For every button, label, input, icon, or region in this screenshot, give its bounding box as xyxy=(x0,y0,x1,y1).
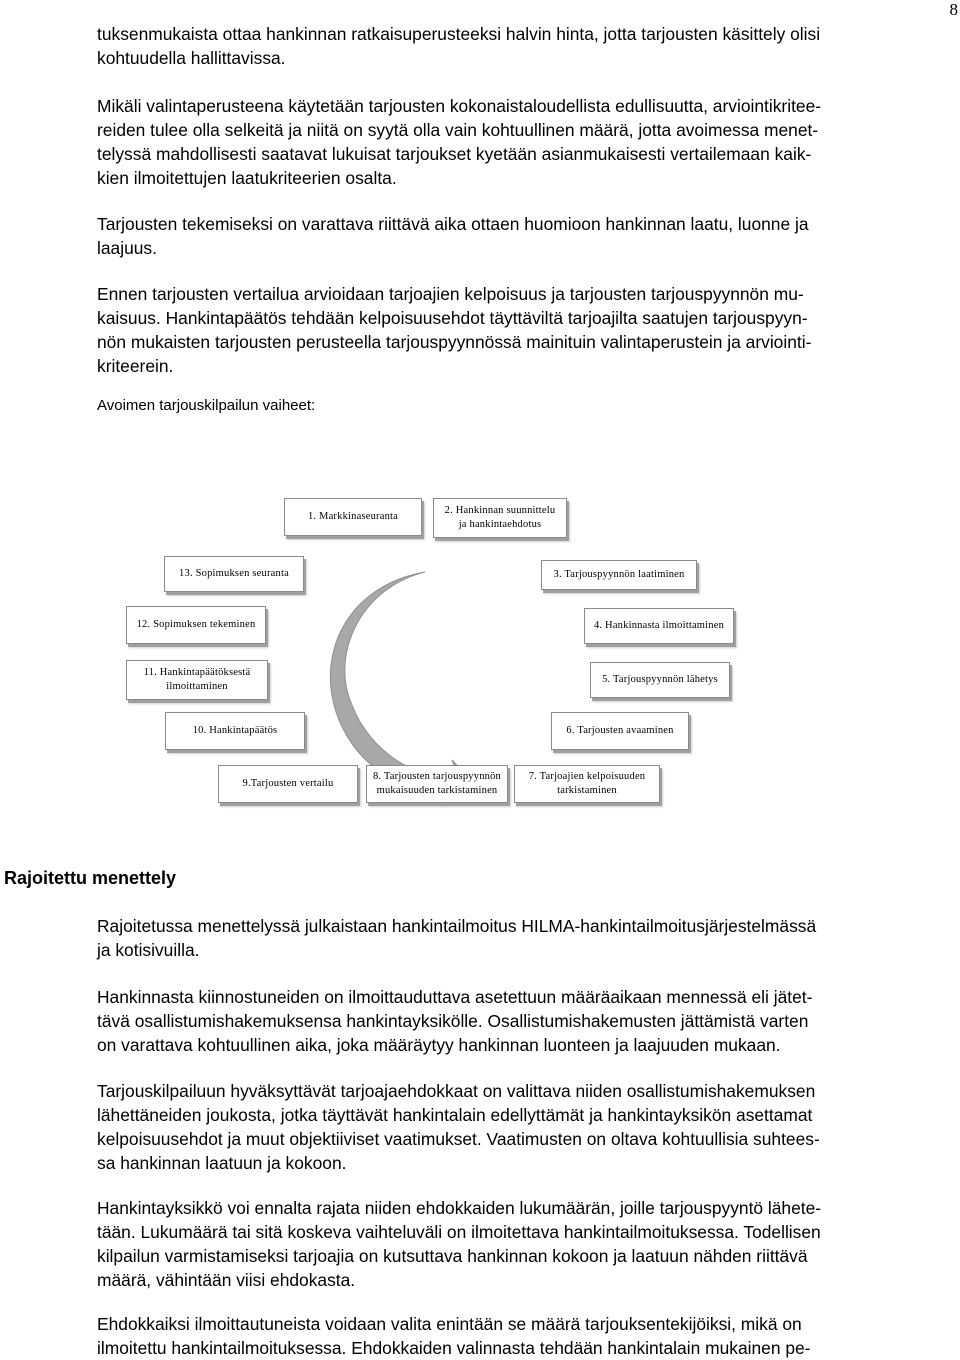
text-line: Rajoitetussa menettelyssä julkaistaan hankintailmoitus HILMA-hankintailmoitusjärjestelmässä xyxy=(97,916,817,936)
page-number: 8 xyxy=(949,0,958,19)
step-label: 3. Tarjouspyynnön laatiminen xyxy=(553,569,685,580)
text-line: Ehdokkaiksi ilmoittautuneista voidaan valita enintään se määrä tarjouksentekijöiksi, mikä on xyxy=(97,1314,802,1334)
text-line: kohtuudella hallittavissa. xyxy=(97,48,286,68)
step-label: ilmoittaminen xyxy=(166,681,228,692)
step-5-box xyxy=(590,662,730,698)
step-7-box xyxy=(514,765,660,803)
text-line: Mikäli valintaperusteena käytetään tarjousten kokonaistaloudellista edullisuutta, arviointikritee- xyxy=(97,96,822,116)
step-9-box xyxy=(218,765,358,803)
diagram-caption: Avoimen tarjouskilpailun vaiheet: xyxy=(97,397,316,414)
paragraph-limit xyxy=(97,1196,947,1292)
text-line: nön mukaisten tarjousten perusteella tarjouspyynnössä mainituin valintaperustein ja arviointi- xyxy=(97,332,812,352)
text-line: sa hankinnan laatuun ja kokoon. xyxy=(97,1153,347,1173)
text-line: Hankintayksikkö voi ennalta rajata niiden ehdokkaiden lukumäärän, joille tarjouspyyntö lähete- xyxy=(97,1198,822,1218)
step-label: 5. Tarjouspyynnön lähetys xyxy=(602,674,718,685)
text-line: kaisuus. Hankintapäätös tehdään kelpoisuusehdot täyttäviltä tarjoajilta saatujen tarjouspyyn- xyxy=(97,308,808,328)
paragraph-candidates xyxy=(97,1079,947,1175)
step-11-box xyxy=(126,660,268,700)
text-line: Tarjouskilpailuun hyväksyttävät tarjoajaehdokkaat on valittava niiden osallistumishakemuksen xyxy=(97,1081,816,1101)
step-label: mukaisuuden tarkistaminen xyxy=(376,785,498,796)
text-line: ja kotisivuilla. xyxy=(97,940,200,960)
step-2-box xyxy=(433,498,567,538)
step-label: 10. Hankintapäätös xyxy=(192,725,278,736)
text-line: ilmoitettu hankintailmoituksessa. Ehdokkaiden valinnasta tehdään hankintalain mukainen pe- xyxy=(97,1338,811,1358)
text-line: telyssä mahdollisesti saatavat lukuisat tarjoukset kyetään asianmukaisesti vertailemaan kaik- xyxy=(97,144,812,164)
text-line: kilpailun varmistamiseksi tarjoajia on kutsuttava hankinnan kokoon ja laatuun nähden riittävä xyxy=(97,1246,808,1266)
step-label: 12. Sopimuksen tekeminen xyxy=(136,619,256,630)
step-1-box xyxy=(284,498,422,536)
text-line: Ennen tarjousten vertailua arvioidaan tarjoajien kelpoisuus ja tarjousten tarjouspyynnön mu- xyxy=(97,284,804,304)
step-6-box xyxy=(551,712,689,750)
step-13-box xyxy=(164,556,304,592)
text-line: kien ilmoitettujen laatukriteerien osalta. xyxy=(97,168,397,188)
step-label: 4. Hankinnasta ilmoittaminen xyxy=(593,620,725,631)
text-line: määrä, vähintään viisi ehdokasta. xyxy=(97,1270,356,1290)
step-label: 2. Hankinnan suunnittelu xyxy=(444,505,556,516)
step-label: ja hankintaehdotus xyxy=(458,519,542,530)
step-label: 7. Tarjoajien kelpoisuuden xyxy=(528,771,646,782)
step-label: 11. Hankintapäätöksestä xyxy=(143,667,251,678)
text-line: on varattava kohtuullinen aika, joka määräytyy hankinnan luonteen ja laajuuden mukaan. xyxy=(97,1035,781,1055)
step-label: 6. Tarjousten avaaminen xyxy=(566,725,674,736)
step-12-box xyxy=(126,606,266,644)
text-line: tävä osallistumishakemuksensa hankintayksikölle. Osallistumishakemusten jättämistä varten xyxy=(97,1011,809,1031)
step-label: 8. Tarjousten tarjouspyynnön xyxy=(372,771,502,782)
step-10-box xyxy=(165,712,305,750)
paragraph-registration xyxy=(97,985,947,1057)
text-line: tään. Lukumäärä tai sitä koskeva vaihteluväli on ilmoitettava hankintailmoituksessa. Todellisen xyxy=(97,1222,821,1242)
text-line: reiden tulee olla selkeitä ja niitä on syytä olla vain kohtuullinen määrä, jotta avoimessa menet- xyxy=(97,120,819,140)
step-8-box xyxy=(366,765,508,803)
step-4-box xyxy=(584,608,734,644)
text-line: Hankinnasta kiinnostuneiden on ilmoittauduttava asetettuun määräaikaan mennessä eli jätet- xyxy=(97,987,813,1007)
step-label: 9.Tarjousten vertailu xyxy=(242,778,334,789)
section-heading: Rajoitettu menettely xyxy=(4,868,177,888)
step-label: 1. Markkinaseuranta xyxy=(307,511,399,522)
paragraph-hilma xyxy=(97,914,947,962)
text-line: laajuus. xyxy=(97,238,157,258)
step-3-box xyxy=(541,560,697,590)
text-line: lähettäneiden joukosta, jotka täyttävät hankintalain edellyttämät ja hankintayksikön asettamat xyxy=(97,1105,813,1125)
step-label: tarkistaminen xyxy=(557,785,617,796)
text-line: kelpoisuusehdot ja muut objektiiviset vaatimukset. Vaatimusten on oltava kohtuullisia suhtees- xyxy=(97,1129,820,1149)
text-line: tuksenmukaista ottaa hankinnan ratkaisuperusteeksi halvin hinta, jotta tarjousten käsittely olisi xyxy=(97,24,821,44)
text-line: Tarjousten tekemiseksi on varattava riittävä aika ottaen huomioon hankinnan laatu, luonne ja xyxy=(97,214,809,234)
step-label: 13. Sopimuksen seuranta xyxy=(179,568,289,579)
paragraph-selection xyxy=(97,1312,947,1360)
text-line: kriteerein. xyxy=(97,356,174,376)
